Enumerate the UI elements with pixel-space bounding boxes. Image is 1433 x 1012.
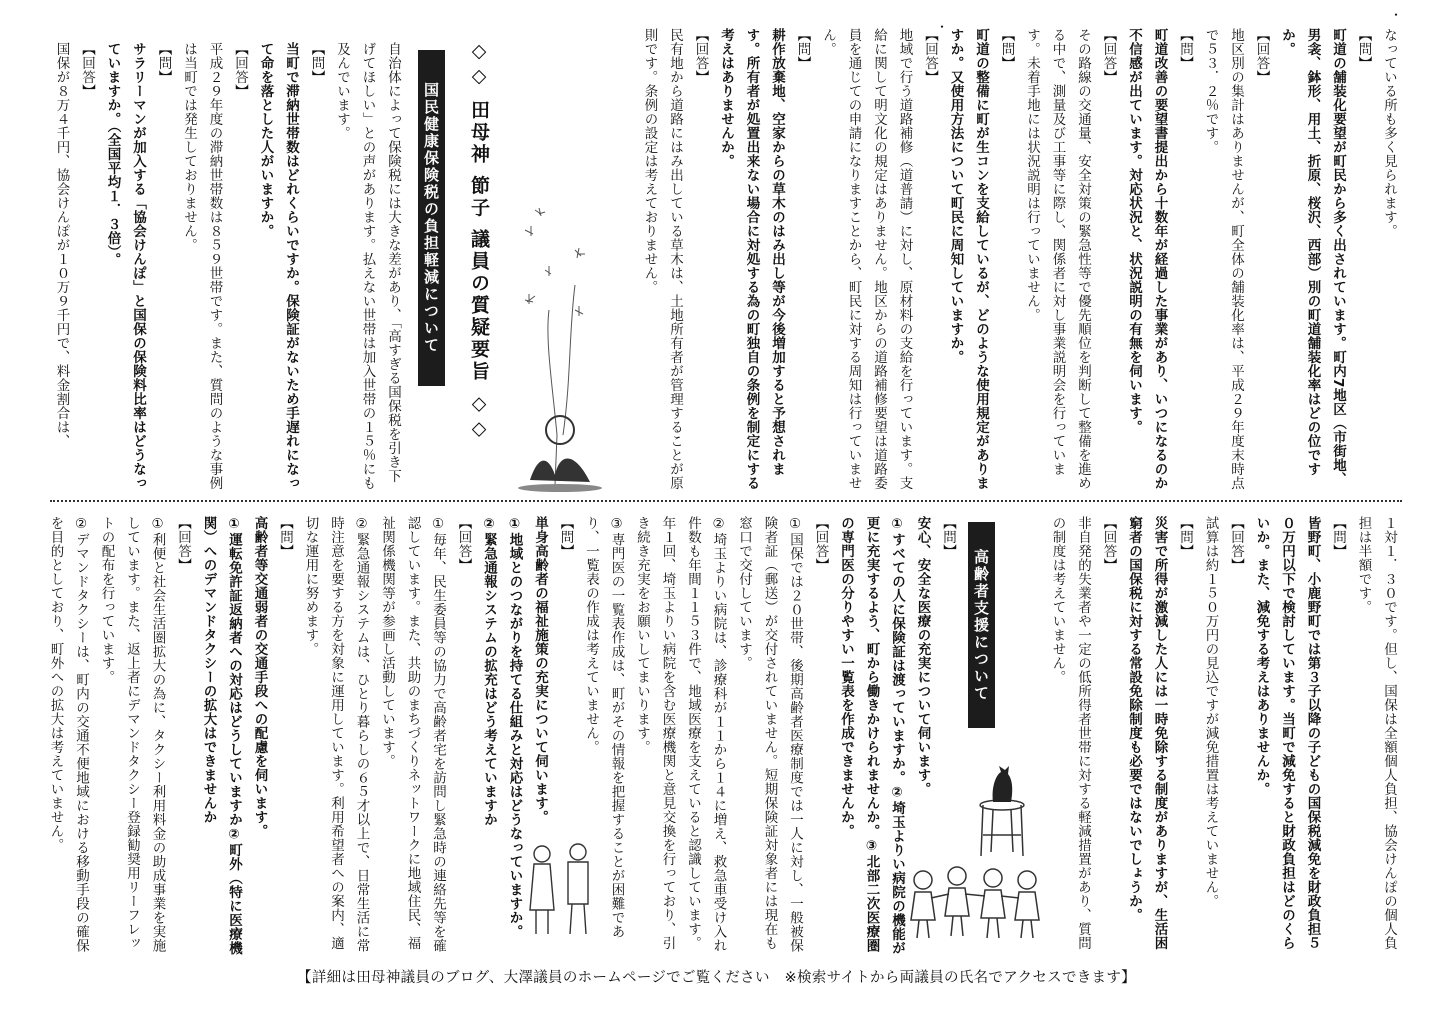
qa-label: 【回答】 — [1253, 28, 1270, 84]
section-heading: ◇◇ 田母神 節子 議員の質疑要旨 ◇◇ — [468, 40, 490, 443]
qa-label: 【回答】 — [812, 516, 829, 572]
qa-label: 【問】 — [1177, 28, 1193, 70]
question-text: ②緊急通報システムの拡充はどう考えていますか — [481, 516, 497, 827]
lower-middle-text — [47, 516, 960, 961]
question-text: ①すべての人に保険証は渡っていますか。②埼玉よりい病院の機能が更に充実するよう、町から働きかけられませんか。③北部二次医療圏の専門医の分りやすい一覧表を作成できませんか。 — [838, 516, 905, 955]
body-text: ①国保では２０世帯、後期高齢者医療制度では一人に対し、一般被保険者証（郵送）が交付されていません。短期保険証対象者には現在も窓口で交付しています。 — [736, 516, 803, 953]
body-text: ②埼玉よりい病院は、診療科が１１から１４に増え、救急車受け入れ件数も年間１１５３件で、地域医療を支えていると認識しています。年１回、埼玉よりい病院を含む医療機関と意見交換を行っており、引き続き充実をお願いしてまいります。 — [634, 516, 727, 953]
qa-label: 【回答】 — [692, 28, 709, 84]
body-text: ②緊急通報システムは、ひとり暮らしの６５才以上で、日常生活に常時注意を要する方を対象に運用しています。利用希望者への案内、適切な運用に努めます。 — [302, 516, 370, 953]
question-text: 町道改善の要望書提出から十数年が経過した事業があり、いつになるのか不信感が出ています。対応状況と、状況説明の有無を伺います。 — [1126, 28, 1168, 490]
qa-label: 【回答】 — [175, 516, 191, 572]
qa-label: 【回答】 — [1100, 28, 1117, 84]
qa-label: 【問】 — [308, 42, 325, 84]
qa-label: 【問】 — [998, 28, 1015, 70]
body-text: 試算は約１５０万円の見込ですが減免措置は考えていません。 — [1202, 516, 1219, 908]
question-text: 町道の整備に町が生コンを支給しているが、どのような使用規定がありますか。又使用方法について町民に周知していますか。 — [947, 28, 989, 490]
body-text: 国保が８万４千円、協会けんぽが１０万９千円で、料金割合は、 — [53, 42, 70, 448]
question-text: 単身高齢者の福祉施策の充実について伺います。 — [532, 516, 548, 824]
lower-right-text — [1049, 516, 1401, 961]
body-text: その路線の交通量、安全対策の緊急性等で優先順位を判断して整備を進める中で、測量及び工事等に際し、関係者に対し事業説明会を行っています。未着手地には状況説明は行っていません。 — [1024, 28, 1091, 490]
question-text: 安心、安全な医療の充実について伺います。 — [914, 516, 931, 796]
upper-right-text — [641, 28, 1401, 498]
section-banner-kokuho: 国民健康保険税の負担軽減について — [418, 50, 445, 386]
body-text: 民有地から道路にはみ出している草木は、土地所有者が管理することが原則です。条例の設定は考えておりません。 — [641, 28, 683, 490]
question-text: 町道の舗装化要望が町民から多く出されています。町内7地区（市街地、男衾、鉢形、用土、折原、桜沢、西部）別の町道舗装化率はどの位ですか。 — [1279, 28, 1346, 486]
section-banner-koureisha: 高齢者支援について — [968, 522, 995, 728]
body-text: ③専門医の一覧表作成は、町がその情報を把握することが困難であり、一覧表の作成は考えていません。 — [583, 516, 625, 939]
question-text: 当町で滞納世帯数はどれくらいですか。保険証がないため手遅れになって命を落とした人がいますか。 — [257, 42, 299, 490]
elderly-couple-illustration — [522, 840, 602, 940]
qa-label: 【問】 — [1177, 516, 1193, 558]
corner-mark: ・ — [1390, 8, 1403, 22]
body-text: 地域で行う道路補修（道普請）に対し、原材料の支給を行っています。支給に関して明文化の規定はありません。地区からの道路補修要望は道路委員を通じての申請になりますことから、町民に対する周知は行っていません。 — [820, 28, 913, 490]
qa-label: 【回答】 — [922, 28, 938, 84]
body-text: 非自発的失業者や一定の低所得者世帯に対する軽減措置があり、質問の制度は考えていません。 — [1049, 516, 1091, 950]
question-text: 災害で所得が激減した人には一時免除する制度がありますが、生活困窮者の国保税に対する常設免除制度も必要ではないでしょうか。 — [1126, 516, 1168, 950]
horizontal-divider — [50, 500, 1402, 502]
body-text: 平成２９年度の滞納世帯数は８５９世帯です。また、質問のような事例は当町では発生しておりません。 — [181, 42, 223, 490]
body-text: ①利便と社会生活圏拡大の為に、タクシー利用料金の助成事業を実施しています。また、返上者にデマンドタクシー登録勧奨用リーフレットの配布を行っています。 — [98, 516, 166, 953]
question-text: ①運転免許証返納者への対応はどうしていますか②町外（特に医療機関）へのデマンドタクシーの拡大はできませんか — [200, 516, 242, 955]
qa-label: 【回答】 — [1228, 516, 1244, 572]
qa-label: 【回答】 — [79, 42, 95, 98]
qa-label: 【回答】 — [455, 516, 472, 572]
corner-mark: ・ — [936, 20, 949, 34]
body-text: なっている所も多く見られます。 — [1381, 28, 1397, 238]
footer-note: 【詳細は田母神議員のブログ、大澤議員のホームページでご覧ください ※検索サイトから両議員の氏名でアクセスできます】 — [297, 970, 1136, 986]
cat-chair-illustration — [975, 760, 1030, 860]
qa-label: 【問】 — [940, 516, 956, 558]
body-text: 地区別の集計はありませんが、町全体の舗装化率は、平成２９年度末時点で５３．２％です。 — [1202, 28, 1244, 490]
question-text: ①地域とのつながりを持てる仕組みと対応はどうなっていますか。 — [506, 516, 523, 939]
qa-label: 【問】 — [155, 42, 172, 84]
body-text: １対１．３０です。但し、国保は全額個人負担、協会けんぽの個人負担は半額です。 — [1355, 516, 1397, 950]
qa-label: 【回答】 — [232, 42, 248, 98]
body-text: 自治体によって保険税には大きな差があり、「高すぎる国保税を引き下げてほしい」との声があります。払えない世帯は加入世帯の１５％にも及んでいます。 — [334, 42, 401, 490]
qa-label: 【問】 — [277, 516, 293, 558]
qa-label: 【問】 — [1355, 28, 1372, 70]
dandelion-illustration — [505, 190, 615, 495]
body-text: ②デマンドタクシーは、町内の交通不便地域における移動手段の確保を目的としており、町外への拡大は考えていません。 — [47, 516, 89, 953]
qa-label: 【問】 — [557, 516, 574, 558]
qa-label: 【問】 — [1330, 516, 1346, 558]
body-text: ①毎年、民生委員等の協力で高齢者宅を訪問し緊急時の連絡先等を確認しています。また、共助のまちづくりネットワークに地域住民、福祉関係機関等が参画し活動しています。 — [379, 516, 446, 953]
question-text: 皆野町、小鹿野町では第３子以降の子どもの国保税減免を財政負担５０万円以下で検討しています。当町で減免すると財政負担はどのくらいか。また、減免する考えはありませんか。 — [1253, 516, 1321, 950]
question-text: 高齢者等交通弱者の交通手段への配慮を伺います。 — [251, 516, 268, 838]
question-text: サラリーマンが加入する「協会けんぽ」と国保の保険料比率はどうなっていますか。（全国平均１．３倍）。 — [104, 42, 146, 490]
qa-label: 【問】 — [794, 28, 811, 70]
question-text: 耕作放棄地、空家からの草木のはみ出し等が今後増加すると予想されます。所有者が処置出来ない場合に対処する為の町独自の条例を制定にする考えはありませんか。 — [718, 28, 785, 490]
qa-label: 【回答】 — [1100, 516, 1117, 572]
upper-left-text — [55, 42, 405, 497]
